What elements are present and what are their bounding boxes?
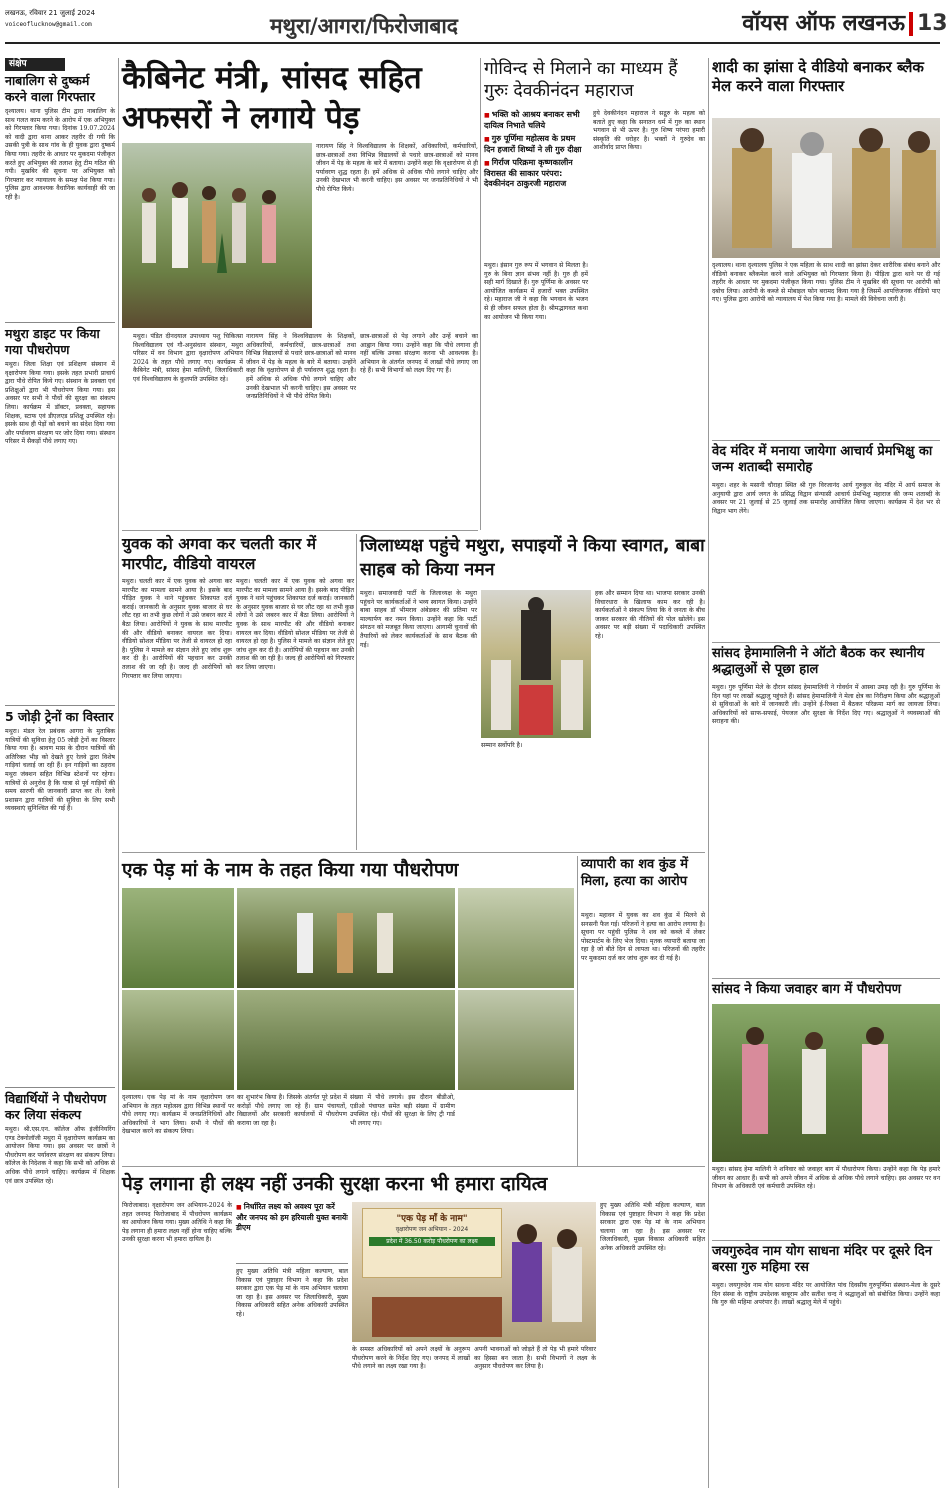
protect-text-4: अपनी भावनाओं को जोड़ते हैं तो पेड़ भी हमारे परिवार का हिस्सा बन जाता है। सभी विभागों ने लक्ष्य के अनुसार पौधरोपण कर लिया है। [474, 1346, 596, 1371]
protect-text-3: के समस्त अधिकारियों को अपने लक्ष्यों के अनुरूप पौधरोपण करने के निर्देश दिए गए। जनपद में लाखों पौधे लगाने का लक्ष्य रखा गया है। [352, 1346, 470, 1371]
section-title: मथुरा/आगरा/फिरोजाबाद [270, 14, 458, 38]
maa-photo-2 [237, 888, 455, 988]
brief-headline-2: मथुरा डाइट पर किया गया पौधरोपण [5, 322, 115, 358]
guru-bullet-3: ■ गिर्राज परिक्रमा कृष्णकालीन विरासत की साकार परंपरा: देवकीनंदन ठाकुरजी महाराज [484, 158, 588, 189]
poster-line-3: प्रदेश में 36.50 करोड़ पौधरोपण का लक्ष्य [369, 1237, 495, 1246]
sapa-text-1: मथुरा। समाजवादी पार्टी के जिलाध्यक्ष के मथुरा पहुंचने पर कार्यकर्ताओं ने भव्य स्वागत किया। उन्होंने बाबा साहब डॉ भीमराव अंबेडकर की प्रतिमा पर माल्यार्पण कर नमन किया। उन्होंने कहा कि पार्टी संगठन को मजबूत किया जाएगा। आगामी चुनावों की तैयारियों को लेकर कार्यकर्ताओं के साथ बैठक की गई। [360, 590, 477, 649]
divider-bar [909, 12, 913, 36]
sapa-text-2: सम्मान सर्वोपरि है। [481, 742, 523, 749]
lead-text-2: मथुरा। पंडित दीनदयाल उपाध्याय पशु चिकित्सा विश्वविद्यालय एवं गौ-अनुसंधान संस्थान, मथुरा परिसर में वन विभाग द्वारा वृक्षारोपण अभियान 2024 के तहत पौधे लगाए गए। कार्यक्रम में कैबिनेट मंत्री, सांसद हेमा मालिनी, जिलाधिकारी एवं विश्वविद्यालय के कुलपति उपस्थित रहे। [133, 333, 243, 383]
maa-photo-5 [237, 990, 455, 1090]
maa-photo-4 [122, 990, 234, 1090]
sapa-photo [481, 590, 591, 738]
brief-text-2: मथुरा। जिला शिक्षा एवं प्रशिक्षण संस्थान में वृक्षारोपण किया गया। इसके तहत प्रभारी प्राचार्य द्वारा पौधे रोपित किये गए। संस्थान के प्रवक्ता एवं प्रशिक्षुओं द्वारा भी पौधरोपण किया गया। इस अवसर पर सभी ने पौधों की सुरक्षा का संकल्प लिया। कार्यक्रम में डॉक्टर, प्रवक्ता, सहायक शिक्षक, स्टाफ एवं डीएलएड प्रशिक्षु उपस्थित रहे। इसके साथ ही पेड़ों को बचाने का संदेश दिया गया और पर्यावरण संरक्षण पर जोर दिया गया। संस्थान परिसर में सैकड़ों पौधे लगाए गए। [5, 361, 115, 446]
yoga-text: मथुरा। जयगुरुदेव नाम योग साधना मंदिर पर आयोजित पांच दिवसीय गुरुपूर्णिमा संस्थान-मेला के दूसरे दिन संस्था के राष्ट्रीय उपदेशक बाबूराम और सतीश चन्द ने श्रद्धालुओं को संबोधित किया। उन्होंने कहा कि गुरु की महिमा अपरंपार है। लाखों श्रद्धालु मेले में पहुंचे। [712, 1282, 940, 1307]
blackmail-text: दृश्यालय। थाना दृश्यालय पुलिस ने एक महिला के साथ शादी का झांसा देकर शारीरिक संबंध बनाने और वीडियो बनाकर ब्लैकमेल करने वाले अभियुक्त को गिरफ्तार किया है। पीड़िता द्वारा थाने पर दी गई तहरीर के आधार पर मुकदमा पंजीकृत किया गया। पुलिस टीम ने मुखबिर की सूचना पर आरोपी को दबोच लिया। आरोपी के कब्जे से मोबाइल फोन बरामद किया गया है जिसमें आपत्तिजनक वीडियो पाए गए। पुलिस द्वारा आरोपी को न्यायालय में पेश किया गया है। मामले की विवेचना जारी है। [712, 262, 940, 304]
kidnap-text-1: मथुरा। चलती कार में एक युवक को अगवा कर मारपीट का मामला सामने आया है। इसके बाद पीड़ित युवक ने थाने पहुंचकर शिकायत दर्ज कराई। जानकारी के अनुसार युवक बाजार से घर लौट रहा था तभी कुछ लोगों ने उसे जबरन कार में बैठा लिया। आरोपियों ने युवक के साथ मारपीट की और वीडियो बनाकर वायरल कर दिया। वीडियो सोशल मीडिया पर तेजी से वायरल हो रहा है। पुलिस ने मामले का संज्ञान लेते हुए जांच शुरू कर दी है। आरोपियों की पहचान कर उनकी तलाश की जा रही है। जल्द ही आरोपियों को गिरफ्तार कर लिया जाएगा। [122, 578, 232, 680]
guru-bullets [484, 110, 588, 270]
trader-text: मथुरा। महावन में युवक का शव कुंड में मिलने से सनसनी फैल गई। परिजनों ने हत्या का आरोप लगाया है। सूचना पर पहुंची पुलिस ने शव को कब्जे में लेकर पोस्टमार्टम के लिए भेज दिया। मृतक व्यापारी बताया जा रहा है जो बीते दिन से लापता था। परिजनों की तहरीर पर मुकदमा दर्ज कर जांच शुरू कर दी गई है। [581, 912, 705, 962]
sapa-headline: जिलाध्यक्ष पहुंचे मथुरा, सपाइयों ने किया स्वागत, बाबा साहब को किया नमन [360, 536, 705, 580]
lead-headline: कैबिनेट मंत्री, सांसद सहित अफसरों ने लगाये पेड़ [122, 60, 422, 136]
lead-text-1: नारायण सिंह ने विश्वविद्यालय के शिक्षकों, अधिकारियों, कर्मचारियों, छात्र-छात्राओं तथा विभिन्न विद्यालयों से पधारे छात्र-छात्राओं को मानव जीवन में पेड़ के महत्व के बारे में बताया। उन्होंने कहा कि वृक्षारोपण से ही पर्यावरण शुद्ध रहता है। हमें अधिक से अधिक पौधे लगाने चाहिए और उनकी देखभाल भी करनी चाहिए। इस अवसर पर जनप्रतिनिधियों ने भी पौधे रोपित किये। [316, 143, 478, 193]
guru-text-1: मथुरा। इंसान गुरु रूप में भगवान से मिलता है। गुरु के बिना ज्ञान संभव नहीं है। गुरु ही हमें सही मार्ग दिखाते हैं। गुरु पूर्णिमा के अवसर पर आयोजित कार्यक्रम में हजारों भक्त उपस्थित रहे। महाराज जी ने कहा कि भगवान के भजन से ही जीवन सफल होता है। श्रीमद्भागवत कथा का आयोजन भी किया गया। [484, 262, 588, 321]
hema-text: मथुरा। गुरु पूर्णिमा मेले के दौरान सांसद हेमामालिनी ने गोवर्धन में आस्था उमड़ रही है। गुरु पूर्णिमा के दिन यहां पर लाखों श्रद्धालु पहुंचते हैं। सांसद हेमामालिनी ने मेला क्षेत्र का निरीक्षण किया और श्रद्धालुओं से सुविधाओं के बारे में जानकारी ली। उन्होंने ई-रिक्शा में बैठकर परिक्रमा मार्ग का जायजा लिया। अधिकारियों को साफ-सफाई, पेयजल और सुरक्षा के निर्देश दिए गए। श्रद्धालुओं ने व्यवस्थाओं की सराहना की। [712, 684, 940, 726]
protect-headline: पेड़ लगाना ही लक्ष्य नहीं उनकी सुरक्षा करना भी हमारा दायित्व [122, 1173, 548, 1195]
masthead [5, 4, 948, 44]
protect-text-5: हुए मुख्य अतिथि मंत्री महिला कल्याण, बाल विकास एवं पुष्टाहार विभाग ने कहा कि प्रदेश सरकार द्वारा एक पेड़ मां के नाम अभियान चलाया जा रहा है। इस अवसर पर जिलाधिकारी, मुख्य विकास अधिकारी सहित अनेक अधिकारी उपस्थित रहे। [600, 1202, 705, 1252]
yoga-headline: जयगुरुदेव नाम योग साधना मंदिर पर दूसरे दिन बरसा गुरु महिमा रस [712, 1244, 932, 1275]
dateline: लखनऊ, रविवार 21 जुलाई 2024 [5, 9, 96, 17]
protect-quote-box [236, 1202, 348, 1264]
trader-headline: व्यापारी का शव कुंड में मिला, हत्या का आरोप [581, 857, 689, 889]
blackmail-photo [712, 118, 940, 258]
page-number: 13 [917, 11, 948, 36]
protect-quote: ■ निर्धारित लक्ष्य को अवश्य पूरा करें और जनपद को हम हरियाली युक्त बनायेंः डीएम [236, 1202, 348, 1233]
guru-bullet-1: ■ भक्ति को आश्रय बनाकर सभी दायित्व निभाते चलिये [484, 110, 588, 131]
lead-text-3: छात्र-छात्राओं से पेड़ लगाने और उन्हें बचाने का आह्वान किया गया। उन्होंने कहा कि पौधे लगाना ही नहीं बल्कि उनका संरक्षण करना भी आवश्यक है। अभियान के अंतर्गत जनपद में लाखों पौधे लगाए जा रहे हैं। सभी विभागों को लक्ष्य दिए गए हैं। [360, 333, 478, 375]
brief-label: संक्षेप [5, 58, 65, 71]
guru-text-2: हुये देवकीनंदन महाराज ने सद्गुरु के महत्व को बताते हुए कहा कि सनातन धर्म में गुरु का स्थान भगवान से भी ऊपर है। गुरु शिष्य परंपरा हमारी संस्कृति की धरोहर है। भक्तों ने गुरुदेव का आशीर्वाद प्राप्त किया। [593, 110, 705, 152]
brief-headline-3: 5 जोड़ी ट्रेनों का विस्तार [5, 705, 115, 725]
paper-name: वॉयस ऑफ लखनऊ [742, 11, 905, 36]
ved-headline: वेद मंदिर में मनाया जायेगा आचार्य प्रेमभिक्षु का जन्म शताब्दी समारोह [712, 444, 933, 475]
jawahar-photo [712, 1004, 940, 1162]
kidnap-text-2: मथुरा। चलती कार में एक युवक को अगवा कर मारपीट का मामला सामने आया है। इसके बाद पीड़ित युवक ने थाने पहुंचकर शिकायत दर्ज कराई। जानकारी के अनुसार युवक बाजार से घर लौट रहा था तभी कुछ लोगों ने उसे जबरन कार में बैठा लिया। आरोपियों ने युवक के साथ मारपीट की और वीडियो बनाकर वायरल कर दिया। वीडियो सोशल मीडिया पर तेजी से वायरल हो रहा है। पुलिस ने मामले का संज्ञान लेते हुए जांच शुरू कर दी है। आरोपियों की पहचान कर उनकी तलाश की जा रही है। जल्द ही आरोपियों को गिरफ्तार कर लिया जाएगा। [236, 578, 354, 671]
guru-bullet-2: ■ गुरु पूर्णिमा महोत्सव के प्रथम दिन हजारों शिष्यों ने ली गुरु दीक्षा [484, 134, 588, 155]
jawahar-text: मथुरा। सांसद हेमा मालिनी ने शनिवार को जवाहर बाग में पौधारोपण किया। उन्होंने कहा कि पेड़ हमारे जीवन का आधार हैं। सभी को अपने जीवन में अधिक से अधिक पौधे लगाने चाहिए। इस अवसर पर वन विभाग के अधिकारी एवं कर्मचारी उपस्थित रहे। [712, 1166, 940, 1191]
maa-headline: एक पेड़ मां के नाम के तहत किया गया पौधरोपण [122, 859, 459, 881]
maa-text-2: का शुभारंभ किया है। जिसके अंतर्गत पूरे प्रदेश में करोड़ों पौधे लगाए जा रहे हैं। ग्राम पंचायतों, विद्यालयों और सरकारी कार्यालयों में पौधरोपण कराया जा रहा है। [237, 1094, 347, 1127]
protect-text-1: फिरोजाबाद। वृक्षारोपण जन अभियान-2024 के तहत जनपद फिरोजाबाद में पौधरोपण कार्यक्रम का आयोजन किया गया। मुख्य अतिथि ने कहा कि पेड़ लगाना ही हमारा लक्ष्य नहीं होना चाहिए बल्कि उनकी सुरक्षा करना भी हमारा दायित्व है। [122, 1202, 232, 1244]
sapa-text-3: हक और सम्मान दिया था। भाजपा सरकार उनकी विचारधारा के खिलाफ काम कर रही है। कार्यकर्ताओं ने संकल्प लिया कि वे जनता के बीच जाकर सरकार की नीतियों की पोल खोलेंगे। इस अवसर पर बड़ी संख्या में पदाधिकारी उपस्थित रहे। [595, 590, 705, 640]
protect-text-2: हुए मुख्य अतिथि मंत्री महिला कल्याण, बाल विकास एवं पुष्टाहार विभाग ने कहा कि प्रदेश सरकार द्वारा एक पेड़ मां के नाम अभियान चलाया जा रहा है। इस अवसर पर जिलाधिकारी, मुख्य विकास अधिकारी सहित अनेक अधिकारी उपस्थित रहे। [236, 1268, 348, 1318]
poster-line-2: वृक्षारोपण जन अभियान - 2024 [395, 1226, 469, 1233]
hema-headline: सांसद हेमामालिनी ने ऑटो बैठक कर स्थानीय श्रद्धालुओं से पूछा हाल [712, 646, 925, 677]
poster-line-1: "एक पेड़ माँ के नाम" [396, 1214, 468, 1224]
brief-headline-1: नाबालिग से दुष्कर्म करने वाला गिरफ्तार [5, 73, 95, 104]
brief-text-3: मथुरा। मंडल रेल प्रबंधक आगरा के मुताबिक यात्रियों की सुविधा हेतु 05 जोड़ी ट्रेनों का विस्तार किया गया है। श्रावण मास के दौरान यात्रियों की अतिरिक्त भीड़ को देखते हुए रेलवे द्वारा विशेष गाड़ियां चलाई जा रही हैं। इन गाड़ियों का ठहराव मथुरा जंक्शन सहित विभिन्न स्टेशनों पर रहेगा। यात्रियों से अनुरोध है कि यात्रा से पूर्व गाड़ियों की समय सारणी की जानकारी प्राप्त कर लें। रेलवे प्रशासन द्वारा यात्रियों की सुविधा के लिए सभी व्यवस्थाएं सुनिश्चित की गई हैं। [5, 728, 115, 813]
lead-photo [122, 143, 312, 328]
guru-headline: गोविन्द से मिलाने का माध्यम हैं गुरुः देवकीनंदन महाराज [484, 59, 678, 101]
maa-photo-6 [458, 990, 574, 1090]
maa-photo-3 [458, 888, 574, 988]
brief-column [5, 58, 115, 1488]
maa-text-3: संख्या में पौधे लगाये। इस दौरान बीडीओ, एडीओ पंचायत समेत बड़ी संख्या में ग्रामीण उपस्थित रहे। पौधों की सुरक्षा के लिए ट्री गार्ड भी लगाए गए। [350, 1094, 455, 1127]
protect-photo [352, 1202, 596, 1342]
ved-text: मथुरा। शहर के मसानी चौराहा स्थित श्री गुरु विरजानंद आर्य गुरुकुल वेद मंदिर में आर्य समाज के अनुयायी द्वारा आर्य जगत के प्रसिद्ध विद्वान संन्यासी आचार्य प्रेमभिक्षु महाराज की जन्म शताब्दी के अवसर पर 21 जुलाई से 25 जुलाई तक समारोह आयोजित किया जाएगा। कार्यक्रम में देश भर से विद्वान भाग लेंगे। [712, 482, 940, 515]
blackmail-headline: शादी का झांसा दे वीडियो बनाकर ब्लैक मेल करने वाला गिरफ्तार [712, 58, 924, 95]
brief-text-1: दृश्यालय। थाना पुलिस टीम द्वारा नाबालिग के साथ गलत काम करने के आरोप में एक अभियुक्त को गिरफ्तार किया गया। दिनांक 19.07.2024 को वादी द्वारा थाना आकर तहरीर दी गयी कि उसकी पुत्री के साथ गांव के ही युवक द्वारा दुष्कर्म किया गया। तहरीर के आधार पर मुकदमा पंजीकृत करते हुए अभियुक्त की तलाश हेतु टीम गठित की गयी। मुखबिर की सूचना पर अभियुक्त को गिरफ्तार कर न्यायालय के समक्ष पेश किया गया। पुलिस द्वारा आवश्यक वैधानिक कार्यवाही की जा रही है। [5, 108, 115, 201]
email: voiceoflucknow@gmail.com [5, 21, 92, 28]
maa-text-1: दृश्यालय। एक पेड़ मां के नाम वृक्षारोपण जन अभियान के तहत महोत्सव द्वारा विभिन्न स्थानों पर पौधे लगाए गए। कार्यक्रम में जनप्रतिनिधियों और अधिकारियों ने भाग लिया। सभी ने पौधों की देखभाल करने का संकल्प लिया। [122, 1094, 234, 1136]
brief-headline-4: विद्यार्थियों ने पौधरोपण कर लिया संकल्प [5, 1087, 115, 1123]
jawahar-headline: सांसद ने किया जवाहर बाग में पौधरोपण [712, 982, 902, 997]
lead-text-2b: नारायण सिंह ने विश्वविद्यालय के शिक्षकों, अधिकारियों, कर्मचारियों, छात्र-छात्राओं तथा विभिन्न विद्यालयों से पधारे छात्र-छात्राओं को मानव जीवन में पेड़ के महत्व के बारे में बताया। उन्होंने कहा कि वृक्षारोपण से ही पर्यावरण शुद्ध रहता है। हमें अधिक से अधिक पौधे लगाने चाहिए और उनकी देखभाल भी करनी चाहिए। इस अवसर पर जनप्रतिनिधियों ने भी पौधे रोपित किये। [246, 333, 356, 401]
brief-text-4: मथुरा। श्री.एस.एन. कॉलेज ऑफ इंजीनियरिंग एण्ड टेक्नोलॉजी मथुरा में वृक्षारोपण कार्यक्रम का आयोजन किया गया। इस अवसर पर छात्रों ने पौधरोपण कर पर्यावरण संरक्षण का संकल्प लिया। कॉलेज के निदेशक ने कहा कि सभी को अधिक से अधिक पौधे लगाने चाहिए। कार्यक्रम में शिक्षक एवं छात्र उपस्थित रहे। [5, 1126, 115, 1185]
kidnap-headline: युवक को अगवा कर चलती कार में मारपीट, वीडियो वायरल [122, 535, 316, 573]
maa-photo-1 [122, 888, 234, 988]
